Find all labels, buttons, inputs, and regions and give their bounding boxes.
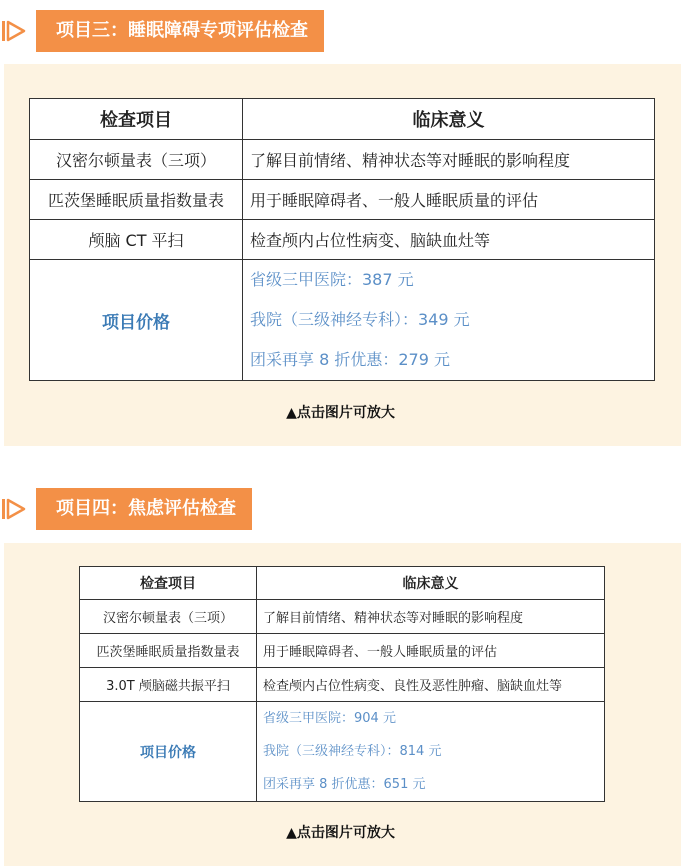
zoom-note[interactable]: ▲点击图片可放大 <box>286 405 395 421</box>
exam-meaning: 检查颅内占位性病变、脑缺血灶等 <box>243 220 655 260</box>
price-row <box>30 260 655 381</box>
table-row <box>30 140 655 180</box>
price-line: 我院（三级神经专科）：814 元 <box>263 744 442 759</box>
price-list <box>257 702 605 802</box>
column-header: 临床意义 <box>243 99 655 140</box>
exam-meaning: 用于睡眠障碍者、一般人睡眠质量的评估 <box>243 180 655 220</box>
section-title: 项目三：睡眠障碍专项评估检查 <box>36 10 324 52</box>
exam-item: 匹茨堡睡眠质量指数量表 <box>80 634 257 668</box>
exam-item: 匹茨堡睡眠质量指数量表 <box>30 180 243 220</box>
exam-item: 汉密尔顿量表（三项） <box>30 140 243 180</box>
play-triangle-icon <box>2 498 28 520</box>
price-row <box>80 702 605 802</box>
price-line: 团采再享 8 折优惠：651 元 <box>263 777 426 792</box>
exam-meaning: 检查颅内占位性病变、良性及恶性肿瘤、脑缺血灶等 <box>257 668 605 702</box>
column-header: 检查项目 <box>80 567 257 600</box>
exam-table <box>29 98 655 381</box>
table-row <box>80 668 605 702</box>
price-line: 团采再享 8 折优惠：279 元 <box>250 350 450 369</box>
table-row <box>30 220 655 260</box>
column-header: 临床意义 <box>257 567 605 600</box>
price-label: 项目价格 <box>80 702 257 802</box>
section-title: 项目四：焦虑评估检查 <box>36 488 252 530</box>
exam-meaning: 了解目前情绪、精神状态等对睡眠的影响程度 <box>257 600 605 634</box>
price-line: 省级三甲医院：904 元 <box>263 711 396 726</box>
zoom-note[interactable]: ▲点击图片可放大 <box>286 825 395 841</box>
exam-item: 3.0T 颅脑磁共振平扫 <box>80 668 257 702</box>
exam-meaning: 了解目前情绪、精神状态等对睡眠的影响程度 <box>243 140 655 180</box>
price-line: 省级三甲医院：387 元 <box>250 270 414 289</box>
exam-meaning: 用于睡眠障碍者、一般人睡眠质量的评估 <box>257 634 605 668</box>
exam-item: 汉密尔顿量表（三项） <box>80 600 257 634</box>
table-row <box>80 634 605 668</box>
table-header-row <box>80 567 605 600</box>
table-row <box>80 600 605 634</box>
table-row <box>30 180 655 220</box>
table-header-row <box>30 99 655 140</box>
play-triangle-icon <box>2 20 28 42</box>
exam-item: 颅脑 CT 平扫 <box>30 220 243 260</box>
price-list <box>243 260 655 381</box>
price-line: 我院（三级神经专科）：349 元 <box>250 310 470 329</box>
exam-table <box>79 566 605 802</box>
price-label: 项目价格 <box>30 260 243 381</box>
column-header: 检查项目 <box>30 99 243 140</box>
